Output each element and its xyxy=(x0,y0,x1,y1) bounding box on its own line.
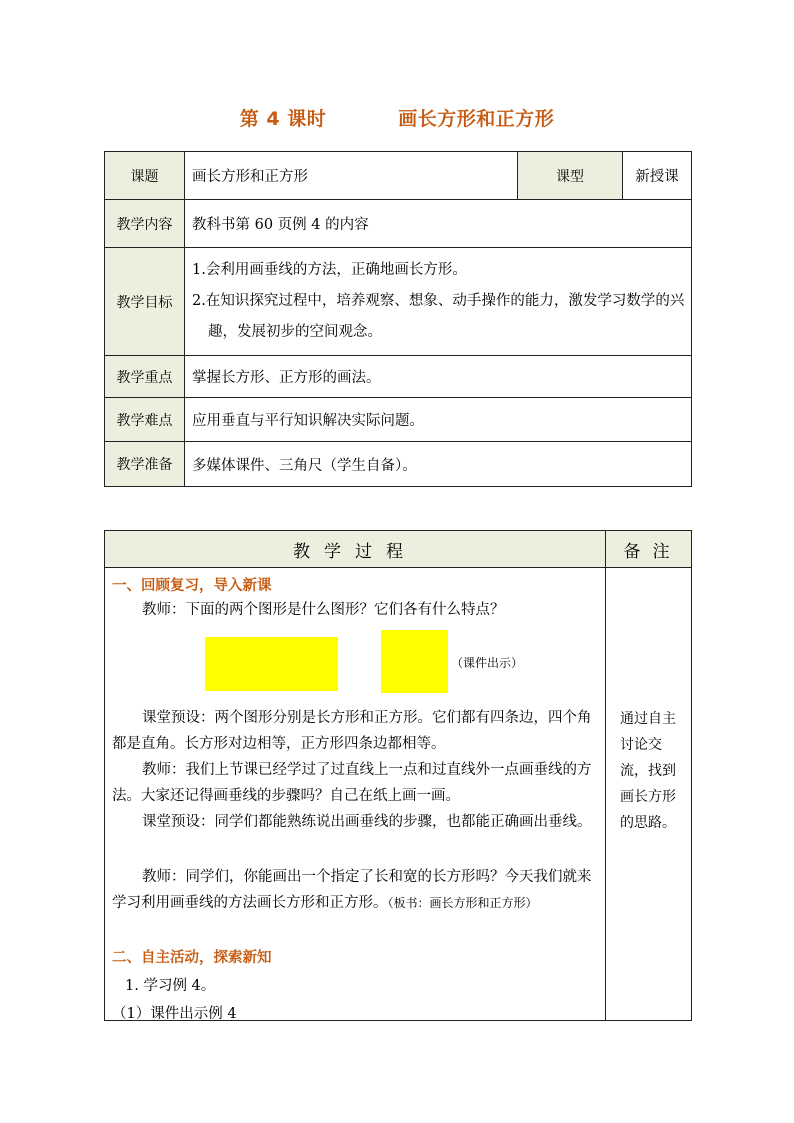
lesson-info-table xyxy=(104,151,692,487)
table-row xyxy=(105,152,692,200)
difficulty-value: 应用垂直与平行知识解决实际问题。 xyxy=(185,398,692,442)
prep-value: 多媒体课件、三角尺（学生自备）。 xyxy=(185,442,692,487)
goal-item: 2.在知识探究过程中，培养观察、想象、动手操作的能力，激发学习数学的兴趣，发展初步的空间观念。 xyxy=(192,293,685,340)
paragraph: 教师：下面的两个图形是什么图形？它们各有什么特点？ xyxy=(142,602,505,618)
lesson-number: 第 4 课时 xyxy=(239,108,327,130)
note-text: 通过自主讨论交流，找到画长方形的思路。 xyxy=(620,711,676,831)
goal-item: 1.会利用画垂线的方法，正确地画长方形。 xyxy=(192,262,467,278)
rectangle-shape xyxy=(205,637,338,691)
goal-label: 教学目标 xyxy=(105,248,185,356)
paragraph: 教师：我们上节课已经学过了过直线上一点和过直线外一点画垂线的方法。大家还记得画垂线的步骤吗？自己在纸上画一画。 xyxy=(112,762,592,804)
lesson-topic: 画长方形和正方形 xyxy=(398,108,555,130)
table-row xyxy=(105,200,692,248)
content-value: 教科书第 60 页例 4 的内容 xyxy=(185,200,692,248)
paragraph: 课堂预设：同学们都能熟练说出画垂线的步骤，也都能正确画出垂线。 xyxy=(142,814,592,830)
difficulty-label: 教学难点 xyxy=(105,398,185,442)
section-heading: 一、回顾复习，导入新课 xyxy=(112,578,272,594)
topic-label: 课题 xyxy=(105,152,185,200)
goal-value xyxy=(185,248,692,356)
board-note: （板书：画长方形和正方形） xyxy=(387,896,538,910)
table-row xyxy=(105,442,692,487)
table-row xyxy=(105,398,692,442)
table-row xyxy=(105,356,692,398)
content-label: 教学内容 xyxy=(105,200,185,248)
type-label: 课型 xyxy=(518,152,623,200)
key-value: 掌握长方形、正方形的画法。 xyxy=(185,356,692,398)
paragraph xyxy=(112,864,594,916)
paragraph-main: 教师：同学们，你能画出一个指定了长和宽的长方形吗？今天我们就来学习利用画垂线的方法画长方形和正方形。 xyxy=(112,869,592,911)
key-label: 教学重点 xyxy=(105,356,185,398)
square-shape xyxy=(381,630,448,693)
step-item: （1）课件出示例 4 xyxy=(112,1006,237,1022)
topic-value: 画长方形和正方形 xyxy=(185,152,518,200)
page-title xyxy=(0,104,794,131)
note-header: 备注 xyxy=(606,531,692,568)
type-value: 新授课 xyxy=(623,152,692,200)
process-header: 教学过程 xyxy=(105,531,606,568)
paragraph: 课堂预设：两个图形分别是长方形和正方形。它们都有四条边，四个角都是直角。长方形对边相等，正方形四条边都相等。 xyxy=(112,710,592,752)
table-row xyxy=(105,248,692,356)
section-heading: 二、自主活动，探索新知 xyxy=(112,950,272,966)
prep-label: 教学准备 xyxy=(105,442,185,487)
step-item: 1. 学习例 4。 xyxy=(125,978,216,994)
shapes-caption: （课件出示） xyxy=(451,656,524,670)
table-row xyxy=(105,531,692,568)
